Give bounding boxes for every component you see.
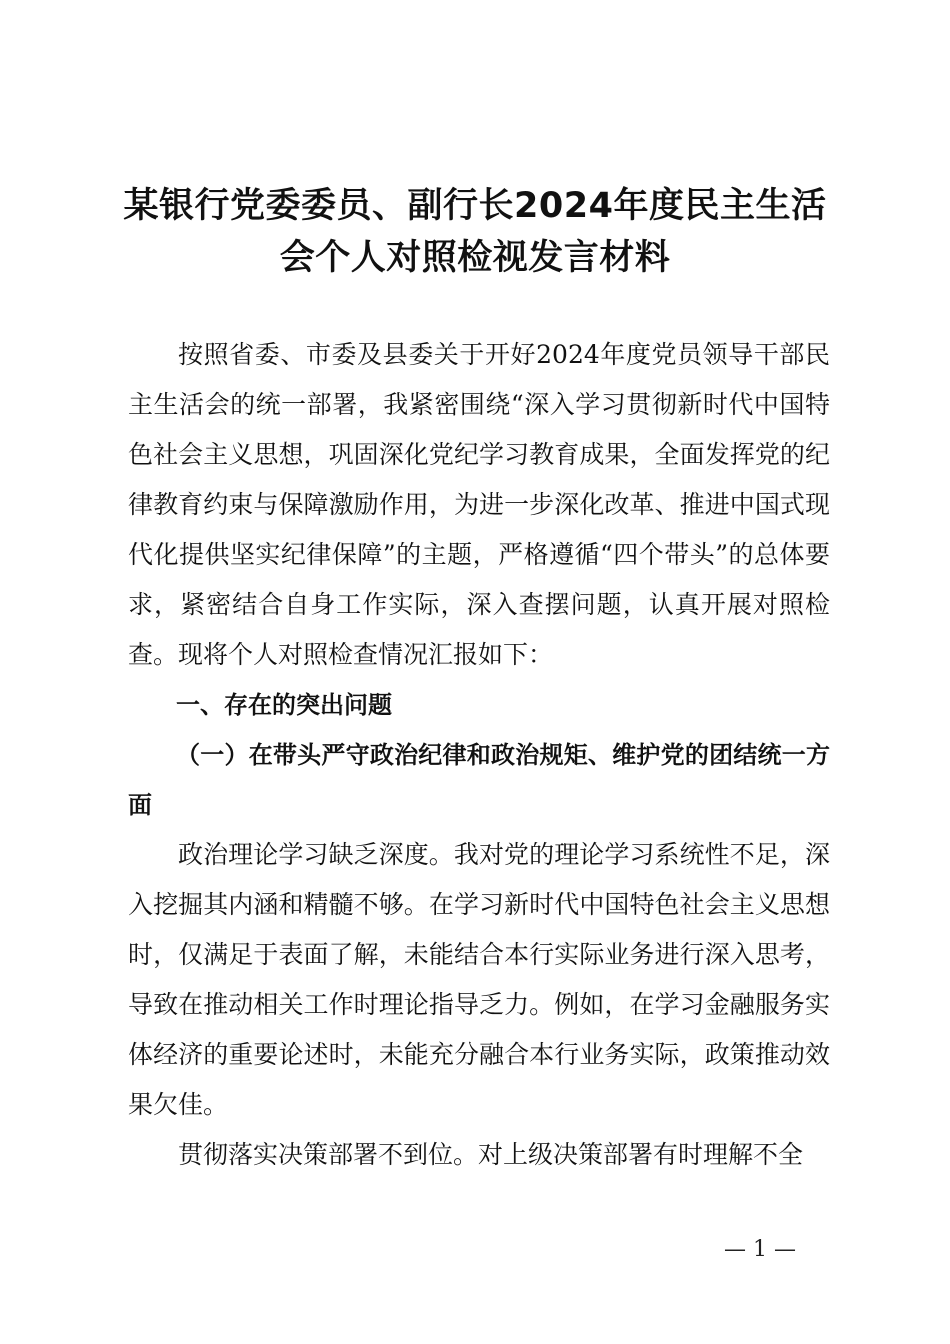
subsection-heading-1: （一）在带头严守政治纪律和政治规矩、维护党的团结统一方面 xyxy=(128,741,830,819)
document-title xyxy=(100,180,850,284)
page-number: — 1 — xyxy=(724,1237,796,1262)
title-line-1: 某银行党委委员、副行长2024年度民主生活 xyxy=(123,186,827,226)
body-paragraph-1: 政治理论学习缺乏深度。我对党的理论学习系统性不足，深入挖掘其内涵和精髓不够。在学习新时代中国特色社会主义思想时，仅满足于表面了解，未能结合本行实际业务进行深入思考，导致在推动相关工作时理论指导乏力。例如，在学习金融服务实体经济的重要论述时，未能充分融合本行业务实际，政策推动效果欠佳。 xyxy=(128,840,830,1119)
intro-paragraph: 按照省委、市委及县委关于开好2024年度党员领导干部民主生活会的统一部署，我紧密围绕“深入学习贯彻新时代中国特色社会主义思想，巩固深化党纪学习教育成果，全面发挥党的纪律教育约束与保障激励作用，为进一步深化改革、推进中国式现代化提供坚实纪律保障”的主题，严格遵循“四个带头”的总体要求，紧密结合自身工作实际，深入查摆问题，认真开展对照检查。现将个人对照检查情况汇报如下： xyxy=(128,340,830,669)
title-line-2: 会个人对照检视发言材料 xyxy=(279,238,671,278)
body-paragraph-2: 贯彻落实决策部署不到位。对上级决策部署有时理解不全 xyxy=(178,1140,804,1169)
document-body xyxy=(128,330,830,1180)
section-heading-1: 一、存在的突出问题 xyxy=(176,691,392,719)
